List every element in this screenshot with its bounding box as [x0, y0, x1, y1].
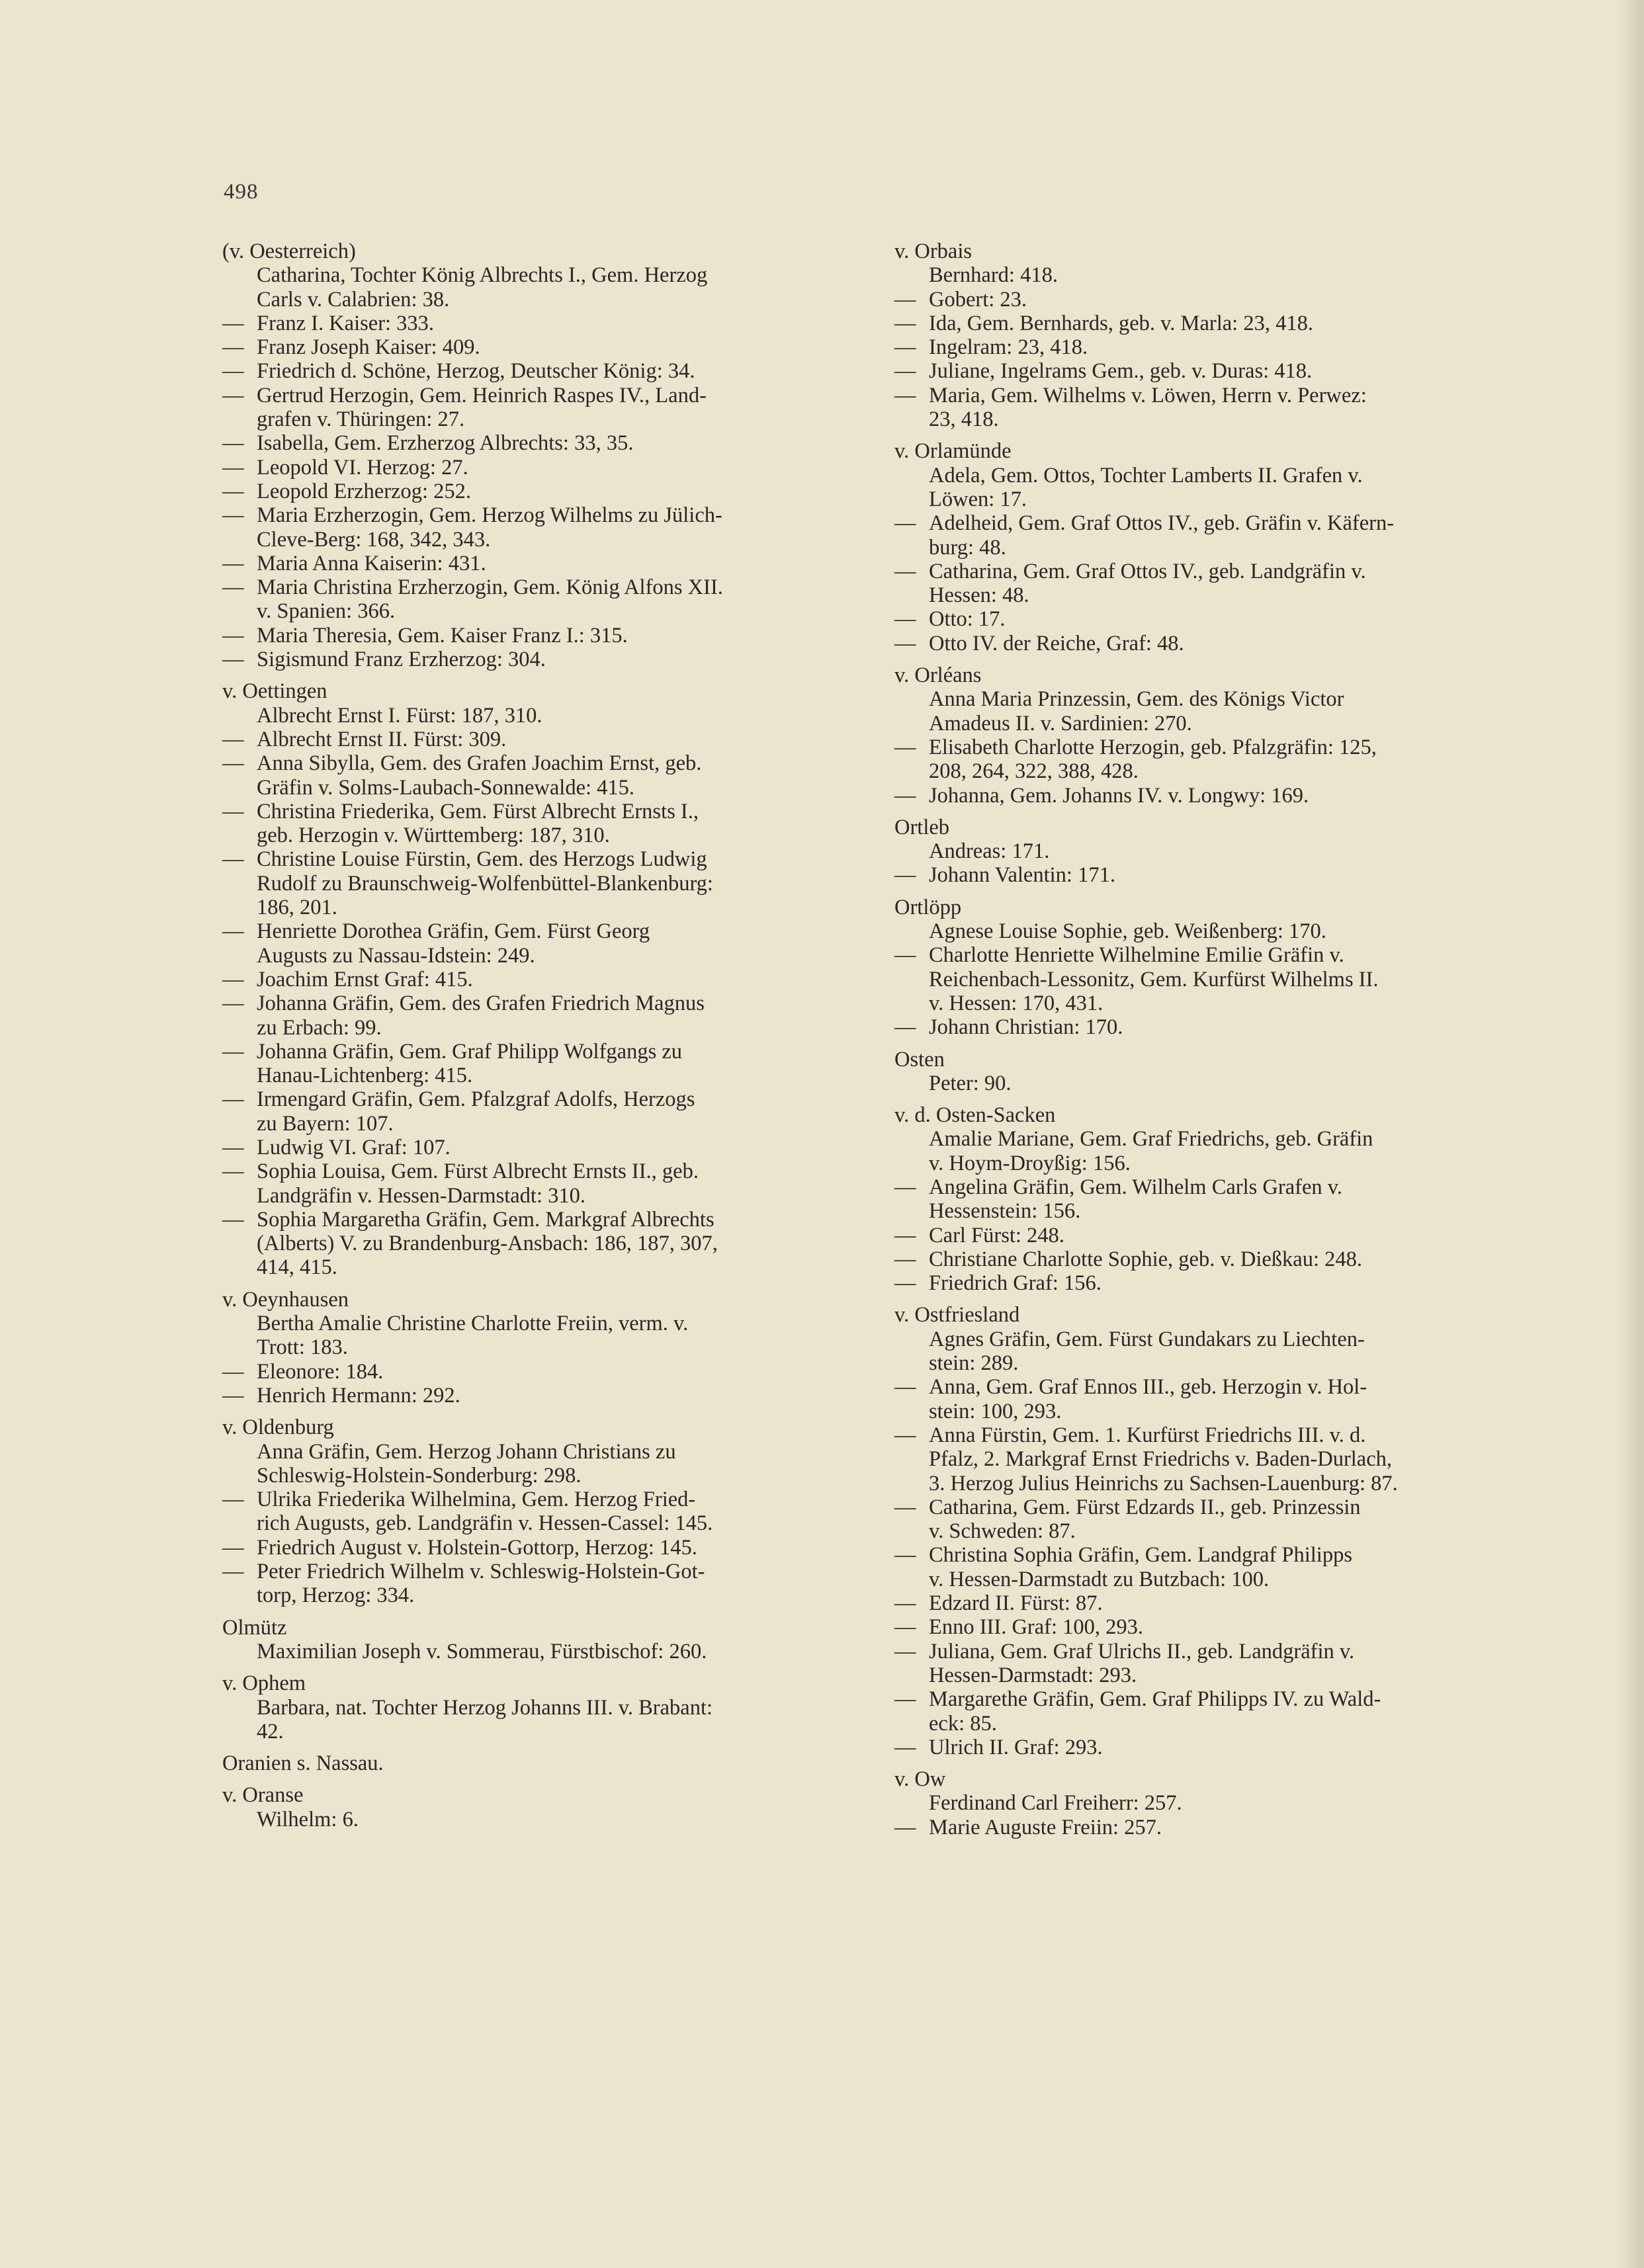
index-entry: — Friedrich August v. Holstein-Gottorp, Herzog: 145.	[222, 1536, 864, 1560]
index-entry: Adela, Gem. Ottos, Tochter Lamberts II. Grafen v.	[929, 463, 1363, 487]
index-entry: — Franz I. Kaiser: 333.	[222, 312, 864, 335]
index-entry: — Maria Anna Kaiserin: 431.	[222, 552, 864, 575]
index-entry: — Maria, Gem. Wilhelms v. Löwen, Herrn v. Perwez:	[894, 384, 1536, 407]
index-entry: 414, 415.	[257, 1255, 337, 1280]
index-heading: Olmütz	[222, 1615, 287, 1640]
index-entry: — Eleonore: 184.	[222, 1360, 864, 1384]
index-entry: Schleswig-Holstein-Sonderburg: 298.	[257, 1463, 582, 1488]
index-heading: v. Ow	[894, 1767, 946, 1792]
index-entry: — Christina Friederika, Gem. Fürst Albrecht Ernsts I.,	[222, 800, 864, 823]
index-heading: v. Oldenburg	[222, 1415, 334, 1440]
index-entry: Andreas: 171.	[929, 839, 1050, 864]
index-entry: 23, 418.	[929, 407, 999, 432]
index-entry: — Edzard II. Fürst: 87.	[894, 1591, 1536, 1615]
index-entry: — Carl Fürst: 248.	[894, 1224, 1536, 1247]
index-entry: — Gertrud Herzogin, Gem. Heinrich Raspes IV., Land-	[222, 384, 864, 407]
index-entry: v. Hessen: 170, 431.	[929, 991, 1103, 1015]
index-entry: — Gobert: 23.	[894, 288, 1536, 312]
index-entry: — Leopold VI. Herzog: 27.	[222, 456, 864, 480]
index-entry: — Ida, Gem. Bernhards, geb. v. Marla: 23, 418.	[894, 312, 1536, 335]
index-heading: v. Oranse	[222, 1783, 304, 1808]
index-heading: v. Ostfriesland	[894, 1303, 1020, 1327]
left-column	[222, 239, 864, 1831]
index-entry: torp, Herzog: 334.	[257, 1583, 415, 1608]
page-number: 498	[224, 180, 259, 204]
index-entry: — Ingelram: 23, 418.	[894, 335, 1536, 359]
index-heading: v. Oettingen	[222, 679, 327, 704]
index-entry: Anna Gräfin, Gem. Herzog Johann Christians zu	[257, 1439, 676, 1464]
index-entry: Bertha Amalie Christine Charlotte Freiin, verm. v.	[257, 1312, 689, 1336]
index-entry: — Catharina, Gem. Graf Ottos IV., geb. Landgräfin v.	[894, 560, 1536, 583]
index-entry: — Enno III. Graf: 100, 293.	[894, 1615, 1536, 1639]
index-entry: v. Hoym-Droyßig: 156.	[929, 1151, 1131, 1175]
index-entry: — Joachim Ernst Graf: 415.	[222, 968, 864, 991]
index-entry: Hessen: 48.	[929, 583, 1029, 608]
index-entry: — Otto: 17.	[894, 607, 1536, 631]
index-entry: — Charlotte Henriette Wilhelmine Emilie Gräfin v.	[894, 943, 1536, 967]
index-entry: Amalie Mariane, Gem. Graf Friedrichs, geb. Gräfin	[929, 1127, 1373, 1152]
index-entry: — Johanna Gräfin, Gem. des Grafen Friedrich Magnus	[222, 991, 864, 1015]
index-entry: — Elisabeth Charlotte Herzogin, geb. Pfalzgräfin: 125,	[894, 735, 1536, 759]
page-fold-shadow	[1618, 0, 1644, 2268]
index-entry: Löwen: 17.	[929, 487, 1027, 511]
index-entry: grafen v. Thüringen: 27.	[257, 407, 465, 432]
index-entry: geb. Herzogin v. Württemberg: 187, 310.	[257, 823, 610, 848]
index-entry: Agnes Gräfin, Gem. Fürst Gundakars zu Liechten-	[929, 1327, 1365, 1351]
index-entry: Pfalz, 2. Markgraf Ernst Friedrichs v. Baden-Durlach,	[929, 1447, 1393, 1472]
index-heading: Oranien s. Nassau.	[222, 1751, 384, 1776]
index-entry: Barbara, nat. Tochter Herzog Johanns III. v. Brabant:	[257, 1695, 713, 1720]
index-entry: zu Erbach: 99.	[257, 1015, 382, 1040]
index-entry: Albrecht Ernst I. Fürst: 187, 310.	[257, 703, 542, 728]
index-heading: v. Orlamünde	[894, 439, 1012, 464]
index-entry: — Johanna Gräfin, Gem. Graf Philipp Wolfgangs zu	[222, 1040, 864, 1064]
index-entry: — Otto IV. der Reiche, Graf: 48.	[894, 632, 1536, 655]
index-entry: — Ulrich II. Graf: 293.	[894, 1736, 1536, 1759]
index-entry: v. Spanien: 366.	[257, 599, 396, 624]
index-entry: stein: 100, 293.	[929, 1399, 1062, 1423]
index-entry: — Irmengard Gräfin, Gem. Pfalzgraf Adolfs, Herzogs	[222, 1087, 864, 1111]
index-entry: 208, 264, 322, 388, 428.	[929, 759, 1139, 784]
index-entry: — Isabella, Gem. Erzherzog Albrechts: 33, 35.	[222, 431, 864, 455]
index-heading: v. d. Osten-Sacken	[894, 1103, 1056, 1128]
index-entry: — Maria Erzherzogin, Gem. Herzog Wilhelms zu Jülich-	[222, 503, 864, 527]
index-heading: Ortleb	[894, 815, 950, 839]
index-entry: — Johann Christian: 170.	[894, 1015, 1536, 1039]
index-heading: (v. Oesterreich)	[222, 239, 356, 263]
index-entry: Rudolf zu Braunschweig-Wolfenbüttel-Blankenburg:	[257, 871, 713, 896]
index-entry: Augusts zu Nassau-Idstein: 249.	[257, 943, 535, 968]
index-entry: 42.	[257, 1719, 284, 1743]
index-heading: v. Ophem	[222, 1671, 306, 1696]
index-entry: Bernhard: 418.	[929, 263, 1058, 288]
index-entry: Landgräfin v. Hessen-Darmstadt: 310.	[257, 1183, 585, 1208]
index-entry: — Johann Valentin: 171.	[894, 863, 1536, 887]
index-entry: (Alberts) V. zu Brandenburg-Ansbach: 186, 187, 307,	[257, 1232, 718, 1256]
index-entry: — Franz Joseph Kaiser: 409.	[222, 335, 864, 359]
index-entry: Peter: 90.	[929, 1071, 1012, 1095]
index-entry: — Maria Theresia, Gem. Kaiser Franz I.: 315.	[222, 624, 864, 648]
index-entry: Maximilian Joseph v. Sommerau, Fürstbischof: 260.	[257, 1639, 707, 1663]
index-heading: Osten	[894, 1047, 945, 1071]
index-entry: Anna Maria Prinzessin, Gem. des Königs Victor	[929, 687, 1344, 712]
index-entry: Agnese Louise Sophie, geb. Weißenberg: 170.	[929, 919, 1326, 944]
index-entry: — Juliane, Ingelrams Gem., geb. v. Duras: 418.	[894, 359, 1536, 383]
index-entry: burg: 48.	[929, 535, 1006, 560]
index-entry: — Anna, Gem. Graf Ennos III., geb. Herzogin v. Hol-	[894, 1375, 1536, 1399]
index-entry: — Adelheid, Gem. Graf Ottos IV., geb. Gräfin v. Käfern-	[894, 511, 1536, 535]
index-entry: — Anna Sibylla, Gem. des Grafen Joachim Ernst, geb.	[222, 751, 864, 775]
index-entry: — Marie Auguste Freiin: 257.	[894, 1816, 1536, 1839]
index-entry: stein: 289.	[929, 1351, 1019, 1376]
index-entry: — Anna Fürstin, Gem. 1. Kurfürst Friedrichs III. v. d.	[894, 1423, 1536, 1447]
index-entry: — Christine Louise Fürstin, Gem. des Herzogs Ludwig	[222, 847, 864, 871]
index-entry: rich Augusts, geb. Landgräfin v. Hessen-Cassel: 145.	[257, 1511, 713, 1536]
index-entry: Catharina, Tochter König Albrechts I., Gem. Herzog	[257, 263, 708, 288]
index-heading: v. Orléans	[894, 663, 982, 688]
index-heading: Ortlöpp	[894, 895, 962, 919]
index-entry: — Sigismund Franz Erzherzog: 304.	[222, 648, 864, 671]
index-entry: Reichenbach-Lessonitz, Gem. Kurfürst Wilhelms II.	[929, 967, 1379, 991]
index-entry: Trott: 183.	[257, 1335, 348, 1360]
index-entry: — Albrecht Ernst II. Fürst: 309.	[222, 728, 864, 751]
index-entry: zu Bayern: 107.	[257, 1111, 394, 1136]
index-entry: Gräfin v. Solms-Laubach-Sonnewalde: 415.	[257, 775, 635, 800]
index-entry: — Peter Friedrich Wilhelm v. Schleswig-Holstein-Got-	[222, 1560, 864, 1583]
index-entry: — Catharina, Gem. Fürst Edzards II., geb. Prinzessin	[894, 1495, 1536, 1519]
index-entry: eck: 85.	[929, 1711, 997, 1736]
index-entry: v. Hessen-Darmstadt zu Butzbach: 100.	[929, 1567, 1270, 1591]
index-entry: Cleve-Berg: 168, 342, 343.	[257, 527, 491, 552]
index-entry: — Henriette Dorothea Gräfin, Gem. Fürst Georg	[222, 919, 864, 943]
index-entry: — Friedrich Graf: 156.	[894, 1271, 1536, 1295]
right-column	[894, 239, 1536, 1839]
index-entry: Amadeus II. v. Sardinien: 270.	[929, 711, 1192, 735]
index-entry: — Juliana, Gem. Graf Ulrichs II., geb. Landgräfin v.	[894, 1640, 1536, 1663]
index-entry: — Ludwig VI. Graf: 107.	[222, 1136, 864, 1159]
index-entry: — Ulrika Friederika Wilhelmina, Gem. Herzog Fried-	[222, 1488, 864, 1511]
index-heading: v. Oeynhausen	[222, 1287, 349, 1312]
index-entry: — Margarethe Gräfin, Gem. Graf Philipps IV. zu Wald-	[894, 1687, 1536, 1711]
index-entry: — Maria Christina Erzherzogin, Gem. König Alfons XII.	[222, 575, 864, 599]
index-entry: Hanau-Lichtenberg: 415.	[257, 1064, 473, 1088]
index-entry: — Henrich Hermann: 292.	[222, 1384, 864, 1407]
index-entry: — Johanna, Gem. Johanns IV. v. Longwy: 169.	[894, 784, 1536, 808]
index-entry: v. Schweden: 87.	[929, 1519, 1076, 1544]
index-entry: — Friedrich d. Schöne, Herzog, Deutscher König: 34.	[222, 359, 864, 383]
index-heading: v. Orbais	[894, 239, 973, 263]
index-entry: Hessen-Darmstadt: 293.	[929, 1663, 1137, 1687]
index-entry: Ferdinand Carl Freiherr: 257.	[929, 1791, 1182, 1816]
index-entry: Carls v. Calabrien: 38.	[257, 287, 450, 312]
index-entry: — Sophia Louisa, Gem. Fürst Albrecht Ernsts II., geb.	[222, 1159, 864, 1183]
index-entry: — Christiane Charlotte Sophie, geb. v. Dießkau: 248.	[894, 1247, 1536, 1271]
index-entry: Wilhelm: 6.	[257, 1807, 359, 1831]
index-entry: Hessenstein: 156.	[929, 1199, 1081, 1224]
index-entry: — Sophia Margaretha Gräfin, Gem. Markgraf Albrechts	[222, 1208, 864, 1232]
index-entry: 186, 201.	[257, 896, 337, 920]
index-entry: — Leopold Erzherzog: 252.	[222, 480, 864, 503]
index-entry: — Christina Sophia Gräfin, Gem. Landgraf Philipps	[894, 1543, 1536, 1567]
index-entry: — Angelina Gräfin, Gem. Wilhelm Carls Grafen v.	[894, 1175, 1536, 1199]
index-entry: 3. Herzog Julius Heinrichs zu Sachsen-Lauenburg: 87.	[929, 1471, 1398, 1495]
